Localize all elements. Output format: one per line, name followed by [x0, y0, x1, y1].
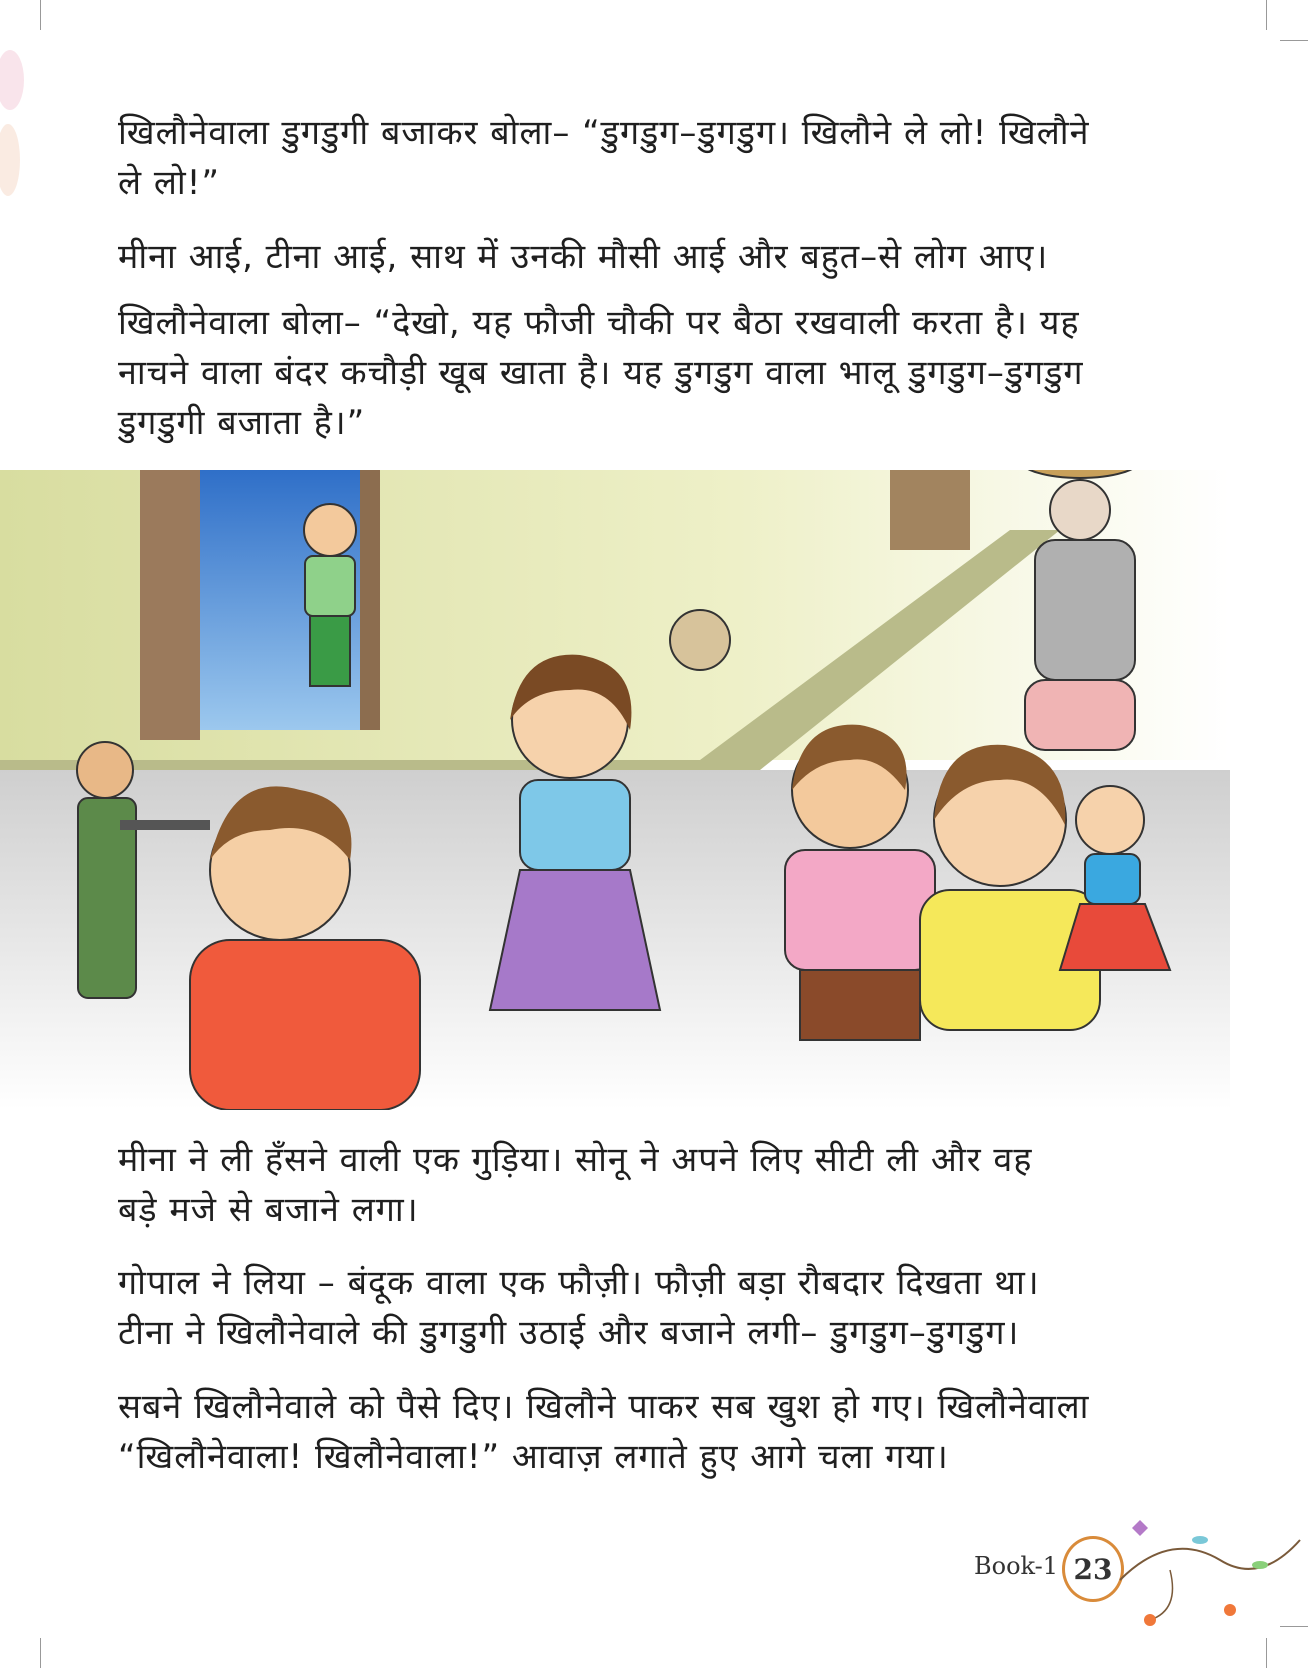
toy-soldier-gun	[120, 820, 210, 830]
boy-pink-shirt	[785, 850, 935, 970]
toy-seller-head	[1050, 480, 1110, 540]
crop-mark	[1266, 0, 1267, 30]
text-line: बड़े मजे से बजाने लगा।	[118, 1190, 419, 1230]
paragraph-1	[118, 108, 1198, 208]
door-pillar	[360, 470, 380, 730]
text-line: टीना ने खिलौनेवाले की डुगडुगी उठाई और बजाने लगी– डुगडुग–डुगडुग।	[118, 1313, 1020, 1353]
text-line: डुगडुगी बजाता है।”	[118, 403, 366, 443]
paragraph-6	[118, 1382, 1198, 1482]
text-line: खिलौनेवाला डुगडुगी बजाकर बोला– “डुगडुग–डुगडुग। खिलौने ले लो! खिलौने	[118, 113, 1090, 153]
boy-in-door-legs	[310, 616, 350, 686]
toy-seller-dhoti	[1025, 680, 1135, 750]
boy-in-door-head	[304, 504, 356, 556]
paragraph-2	[118, 232, 1198, 282]
doll-top	[1085, 854, 1140, 904]
text-line: खिलौनेवाला बोला– “देखो, यह फौजी चौकी पर बैठा रखवाली करता है। यह	[118, 303, 1080, 343]
crop-mark	[1280, 40, 1308, 41]
boy-pink-shorts	[800, 970, 920, 1040]
toy-seller-body	[1035, 540, 1135, 680]
book-label: Book-1	[974, 1552, 1059, 1580]
toy-soldier-head	[77, 742, 133, 798]
door-frame	[140, 470, 200, 740]
girl-purple-top	[520, 780, 630, 870]
page-number: 23	[1062, 1536, 1124, 1602]
girl-purple-skirt	[490, 870, 660, 1010]
doll-head	[1076, 786, 1144, 854]
boy-in-door-body	[305, 556, 355, 616]
paragraph-5	[118, 1258, 1198, 1358]
boy-red-shirt	[190, 940, 420, 1110]
paragraph-3	[118, 298, 1198, 448]
crop-mark	[40, 1638, 41, 1668]
damru-toy	[670, 610, 730, 670]
decorative-petal-icon	[0, 40, 30, 230]
floral-vine-icon	[1110, 1510, 1305, 1630]
pillar	[890, 470, 970, 550]
text-line: सबने खिलौनेवाले को पैसे दिए। खिलौने पाकर सब खुश हो गए। खिलौनेवाला	[118, 1387, 1090, 1427]
story-illustration	[0, 470, 1308, 1110]
text-line: गोपाल ने लिया – बंदूक वाला एक फौज़ी। फौज़ी बड़ा रौबदार दिखता था।	[118, 1263, 1040, 1303]
paragraph-4	[118, 1135, 1198, 1235]
crop-mark	[1266, 1638, 1267, 1668]
text-line: नाचने वाला बंदर कचौड़ी खूब खाता है। यह डुगडुग वाला भालू डुगडुग–डुगडुग	[118, 353, 1084, 393]
text-line: मीना आई, टीना आई, साथ में उनकी मौसी आई और बहुत–से लोग आए।	[118, 237, 1049, 277]
text-line: ले लो!”	[118, 163, 220, 203]
crop-mark	[40, 0, 41, 30]
text-line: मीना ने ली हँसने वाली एक गुड़िया। सोनू ने अपने लिए सीटी ली और वह	[118, 1140, 1033, 1180]
text-line: “खिलौनेवाला! खिलौनेवाला!” आवाज़ लगाते हुए आगे चला गया।	[118, 1437, 949, 1477]
